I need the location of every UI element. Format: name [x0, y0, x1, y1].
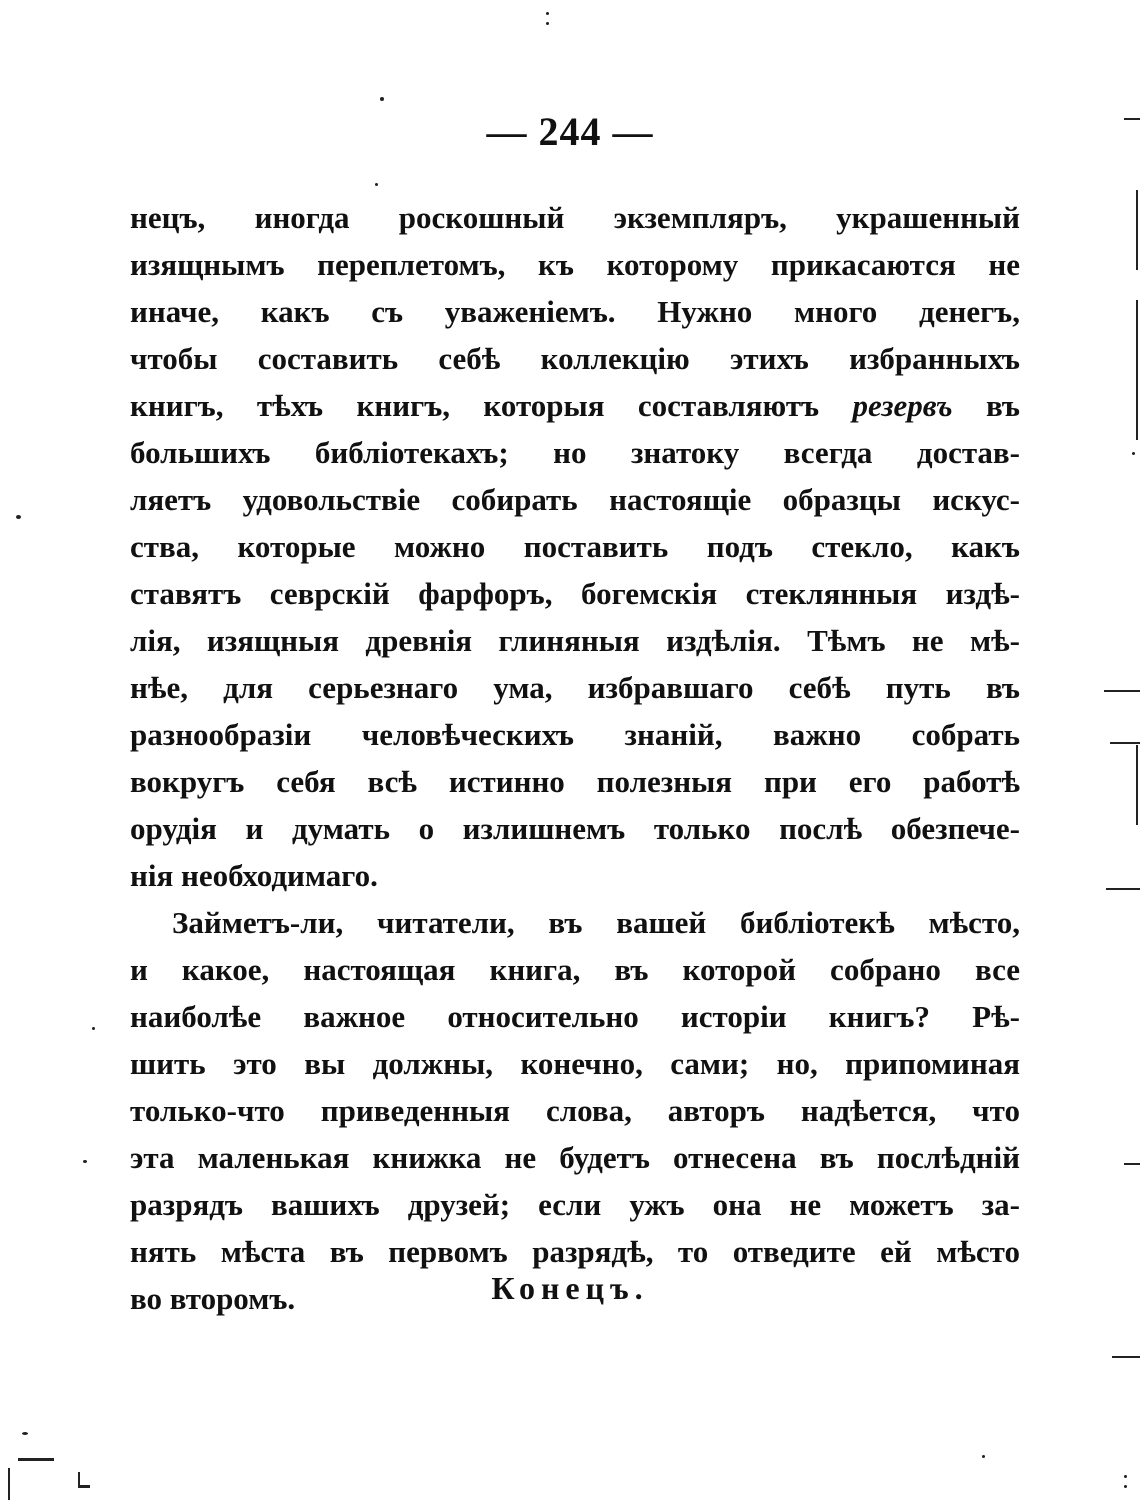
- text-line: во второмъ.: [130, 1281, 296, 1316]
- page-number: — 244 —: [486, 109, 654, 154]
- text-line: разрядъ вашихъ друзей; если ужъ она не можетъ за-: [130, 1187, 1020, 1222]
- scan-edge-mark: [18, 1458, 54, 1461]
- text-line: эта маленькая книжка не будетъ отнесена въ послѣдній: [130, 1140, 1020, 1175]
- paragraph-2: [130, 899, 1020, 1322]
- text-line: только-что приведенныя слова, авторъ надѣется, что: [130, 1093, 1020, 1128]
- text-segment: въ: [952, 388, 1020, 423]
- scan-speck: [380, 97, 384, 101]
- text-line: орудія и думать о излишнемъ только послѣ обезпече-: [130, 811, 1020, 846]
- scan-speck: [546, 12, 549, 15]
- text-line: лія, изящныя древнія глиняныя издѣлія. Тѣмъ не мѣ-: [130, 623, 1020, 658]
- text-line: и какое, настоящая книга, въ которой собрано все: [130, 952, 1020, 987]
- text-line: изящнымъ переплетомъ, къ которому прикасаются не: [130, 247, 1020, 282]
- scan-speck: [22, 1432, 28, 1435]
- ending-label: Конецъ.: [491, 1270, 649, 1306]
- scan-edge-mark: [1106, 888, 1140, 890]
- scan-edge-mark: [78, 1472, 80, 1488]
- scan-edge-mark: [1112, 1356, 1140, 1358]
- scan-speck: [1132, 452, 1135, 455]
- text-segment: книгъ, тѣхъ книгъ, которыя составляютъ: [130, 388, 853, 423]
- scan-speck: [1124, 1475, 1127, 1478]
- body-text: [130, 194, 1020, 1322]
- text-line: нецъ, иногда роскошный экземпляръ, украшенный: [130, 200, 1020, 235]
- scan-speck: [546, 22, 549, 25]
- text-line: ставятъ севрскій фарфоръ, богемскія стеклянныя издѣ-: [130, 576, 1020, 611]
- scan-edge-mark: [1136, 745, 1138, 825]
- scan-speck: [982, 1455, 985, 1458]
- scan-edge-mark: [1124, 118, 1140, 120]
- text-line: разнообразіи человѣческихъ знаній, важно собрать: [130, 717, 1020, 752]
- scan-speck: [375, 183, 378, 186]
- text-line: нѣе, для серьезнаго ума, избравшаго себѣ путь въ: [130, 670, 1020, 705]
- scan-speck: [16, 515, 21, 519]
- scan-speck: [1124, 1485, 1127, 1488]
- scan-speck: [92, 1027, 95, 1030]
- text-line: ляетъ удовольствіе собирать настоящіе образцы искус-: [130, 482, 1020, 517]
- scan-edge-mark: [8, 1468, 10, 1500]
- text-line: большихъ библіотекахъ; но знатоку всегда достав-: [130, 435, 1020, 470]
- text-line: нять мѣста въ первомъ разрядѣ, то отведите ей мѣсто: [130, 1234, 1020, 1269]
- scan-edge-mark: [1110, 742, 1140, 744]
- text-line: иначе, какъ съ уваженіемъ. Нужно много денегъ,: [130, 294, 1020, 329]
- text-line: наиболѣе важное относительно исторіи книгъ? Рѣ-: [130, 999, 1020, 1034]
- text-line: чтобы составить себѣ коллекцію этихъ избранныхъ: [130, 341, 1020, 376]
- text-line: вокругъ себя всѣ истинно полезныя при его работѣ: [130, 764, 1020, 799]
- scan-edge-mark: [1136, 300, 1138, 440]
- scan-edge-mark: [1124, 1163, 1140, 1165]
- scan-edge-mark: [1104, 690, 1140, 692]
- text-line: [130, 382, 1020, 429]
- italic-word: резервъ: [852, 388, 953, 423]
- paragraph-1: [130, 194, 1020, 899]
- text-line: нія необходимаго.: [130, 858, 378, 893]
- text-line: ства, которые можно поставить подъ стекло, какъ: [130, 529, 1020, 564]
- text-line: шить это вы должны, конечно, сами; но, припоминая: [130, 1046, 1020, 1081]
- text-line: Займетъ-ли, читатели, въ вашей библіотекѣ мѣсто,: [172, 905, 1020, 940]
- scan-edge-mark: [1136, 190, 1138, 270]
- scan-speck: [83, 1160, 87, 1163]
